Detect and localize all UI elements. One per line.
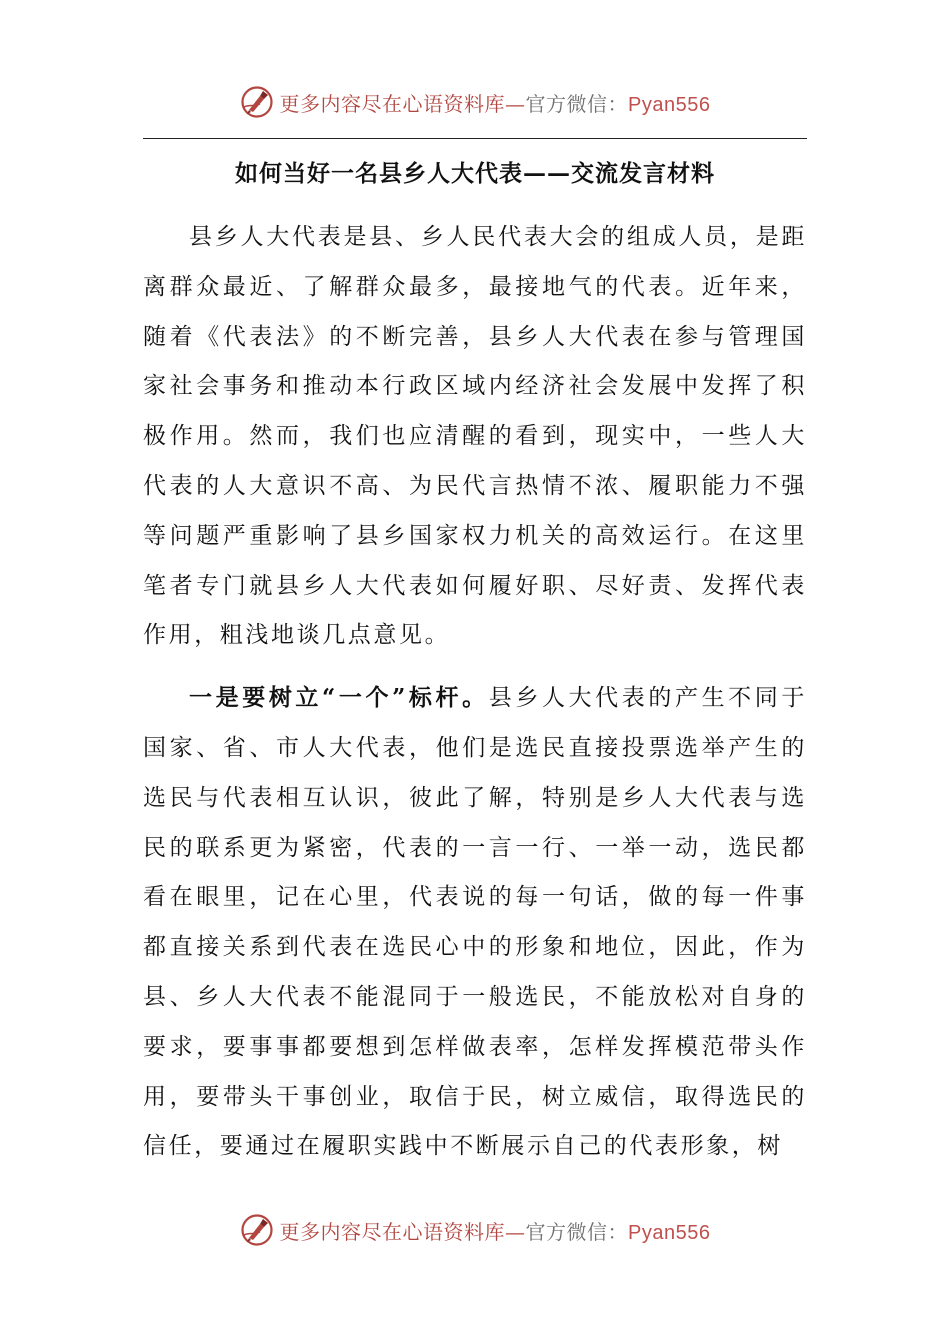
watermark-brand: 更多内容尽在心语资料库: [279, 91, 506, 116]
watermark-dash: —: [505, 1219, 526, 1244]
paragraph-point-one: [143, 673, 807, 1172]
document-title: 如何当好一名县乡人大代表——交流发言材料: [235, 160, 715, 187]
paragraph-intro: [143, 212, 807, 661]
document-body: [143, 212, 807, 1172]
header-watermark: [0, 82, 950, 122]
paragraph-text: 县乡人大代表的产生不同于国家、省、市人大代表，他们是选民直接投票选举产生的选民与代表相互认识，彼此了解，特别是乡人大代表与选民的联系更为紧密，代表的一言一行、一举一动，选民都看在眼里，记在心里，代表说的每一句话，做的每一件事都直接关系到代表在选民心中的形象和地位，因此，作为县、乡人大代表不能混同于一般选民，不能放松对自身的要求，要事事都要想到怎样做表率，怎样发挥模范带头作用，要带头干事创业，取信于民，树立威信，取得选民的信任，要通过在履职实践中不断展示自己的代表形象，树: [143, 685, 807, 1160]
watermark-text: [280, 1216, 711, 1245]
paragraph-lead: 一是要树立“一个”标杆。: [189, 684, 489, 712]
footer-watermark: [0, 1210, 950, 1250]
watermark-wechat-id: Pyan556: [628, 93, 711, 116]
watermark-text: [280, 88, 711, 117]
watermark-brand: 更多内容尽在心语资料库: [279, 1219, 506, 1244]
watermark-official: 官方微信：: [525, 1219, 629, 1244]
header-rule: [143, 138, 807, 139]
pen-nib-logo-icon: [240, 1213, 274, 1247]
watermark-dash: —: [505, 91, 526, 116]
watermark-official: 官方微信：: [525, 91, 629, 116]
pen-nib-logo-icon: [240, 85, 274, 119]
watermark-wechat-id: Pyan556: [628, 1221, 711, 1244]
paragraph-text: 县乡人大代表是县、乡人民代表大会的组成人员，是距离群众最近、了解群众最多，最接地气的代表。近年来，随着《代表法》的不断完善，县乡人大代表在参与管理国家社会事务和推动本行政区域内经济社会发展中发挥了积极作用。然而，我们也应清醒的看到，现实中，一些人大代表的人大意识不高、为民代言热情不浓、履职能力不强等问题严重影响了县乡国家权力机关的高效运行。在这里笔者专门就县乡人大代表如何履好职、尽好责、发挥代表作用，粗浅地谈几点意见。: [143, 224, 807, 649]
